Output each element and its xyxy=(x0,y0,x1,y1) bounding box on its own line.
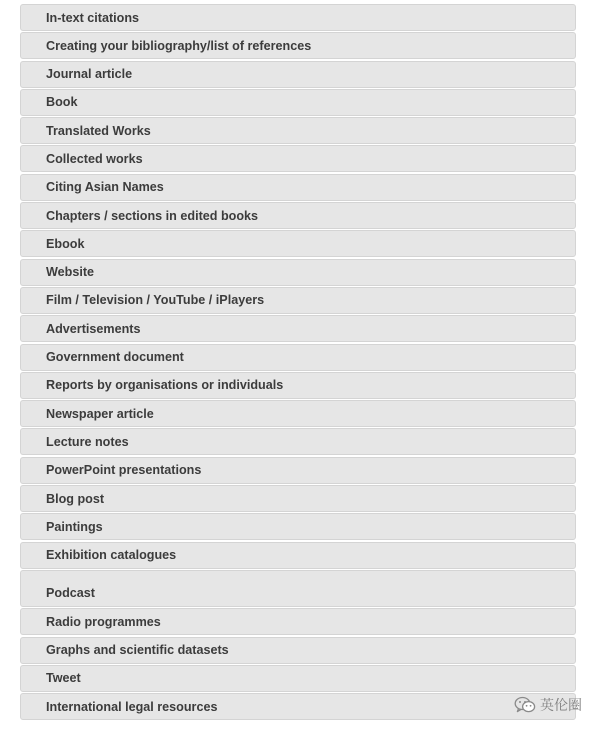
accordion-item-graphs-datasets[interactable] xyxy=(20,637,576,664)
accordion-item-label: Collected works xyxy=(46,151,143,166)
accordion-item-label: Website xyxy=(46,265,95,280)
accordion-item-chapters[interactable] xyxy=(20,202,576,229)
accordion-item-label: Reports by organisations or individuals xyxy=(46,378,284,393)
accordion-item-label: Graphs and scientific datasets xyxy=(46,643,229,658)
accordion-item-label: Citing Asian Names xyxy=(46,180,164,195)
accordion-item-translated-works[interactable] xyxy=(20,117,576,144)
accordion-item-asian-names[interactable] xyxy=(20,174,576,201)
accordion-item-label: Tweet xyxy=(46,671,81,686)
accordion-item-website[interactable] xyxy=(20,259,576,286)
watermark xyxy=(514,695,582,715)
wechat-icon xyxy=(514,696,536,714)
accordion-item-label: In-text citations xyxy=(46,10,140,25)
accordion-item-label: Paintings xyxy=(46,519,103,534)
accordion-item-label: Podcast xyxy=(46,586,95,601)
accordion-item-label: Radio programmes xyxy=(46,614,161,629)
accordion-item-in-text-citations[interactable] xyxy=(20,4,576,31)
accordion-item-label: Lecture notes xyxy=(46,434,129,449)
accordion-item-collected-works[interactable] xyxy=(20,145,576,172)
accordion-item-label: Blog post xyxy=(46,491,105,506)
accordion-item-film-television[interactable] xyxy=(20,287,576,314)
accordion-item-ebook[interactable] xyxy=(20,230,576,257)
accordion-item-government-document[interactable] xyxy=(20,344,576,371)
accordion-item-label: Exhibition catalogues xyxy=(46,548,177,563)
accordion-item-label: Ebook xyxy=(46,236,85,251)
accordion-item-paintings[interactable] xyxy=(20,513,576,540)
accordion-item-label: Government document xyxy=(46,350,184,365)
accordion-item-book[interactable] xyxy=(20,89,576,116)
watermark-text: 英伦圈 xyxy=(540,698,582,714)
accordion-item-legal-resources[interactable] xyxy=(20,693,576,720)
accordion-item-bibliography[interactable] xyxy=(20,32,576,59)
accordion-item-label: PowerPoint presentations xyxy=(46,463,202,478)
accordion-item-podcast[interactable] xyxy=(20,570,576,607)
accordion-item-journal-article[interactable] xyxy=(20,61,576,88)
accordion-item-label: International legal resources xyxy=(46,699,218,714)
accordion-item-reports[interactable] xyxy=(20,372,576,399)
accordion-item-label: Chapters / sections in edited books xyxy=(46,208,259,223)
accordion-item-label: Journal article xyxy=(46,67,133,82)
accordion-item-label: Translated Works xyxy=(46,123,151,138)
accordion-item-powerpoint[interactable] xyxy=(20,457,576,484)
accordion-item-exhibition-catalogues[interactable] xyxy=(20,542,576,569)
accordion-item-advertisements[interactable] xyxy=(20,315,576,342)
accordion-item-label: Book xyxy=(46,95,78,110)
accordion-item-label: Newspaper article xyxy=(46,406,154,421)
accordion-item-tweet[interactable] xyxy=(20,665,576,692)
accordion-item-label: Advertisements xyxy=(46,321,141,336)
references-accordion xyxy=(20,4,576,721)
accordion-item-label: Film / Television / YouTube / iPlayers xyxy=(46,293,265,308)
accordion-item-newspaper-article[interactable] xyxy=(20,400,576,427)
accordion-item-blog-post[interactable] xyxy=(20,485,576,512)
accordion-item-label: Creating your bibliography/list of references xyxy=(46,38,312,53)
accordion-item-lecture-notes[interactable] xyxy=(20,428,576,455)
accordion-item-radio-programmes[interactable] xyxy=(20,608,576,635)
